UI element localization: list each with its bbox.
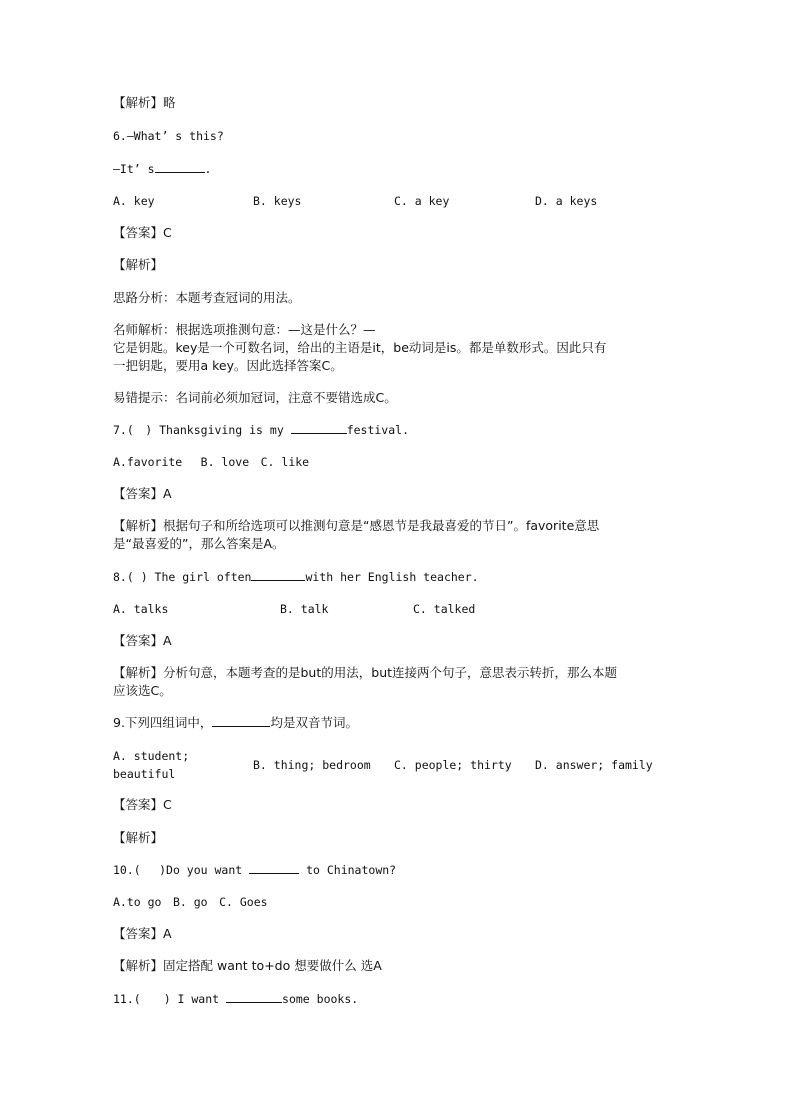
q8-analysis-1: 【解析】分析句意，本题考查的是but的用法，but连接两个句子，意思表示转折，那么本题 [113,665,618,680]
q6-analysis-teacher-2: 它是钥匙。key是一个可数名词，给出的主语是it，be动词是is。都是单数形式。因此只有 [113,340,607,355]
q10-blank [249,861,299,874]
q6-option-c: C. a key [394,194,450,208]
q8-analysis-2: 应该选C。 [113,683,172,698]
q10-analysis: 【解析】固定搭配 want to+do 想要做什么 选A [113,958,382,973]
q6-analysis-thought: 思路分析：本题考查冠词的用法。 [113,290,301,305]
q9-blank [212,714,270,727]
q9-analysis-heading: 【解析】 [113,830,164,845]
q10-options: A.to go B. go C. Goes [113,895,268,909]
q6-stem-line2 [113,160,683,178]
q6-answer: 【答案】C [113,225,172,240]
q9-answer: 【答案】C [113,797,172,812]
q11-stem [113,990,683,1008]
q9-option-a-1: A. student; [113,749,190,763]
q6-analysis-teacher-3: 一把钥匙，要用a key。因此选择答案C。 [113,358,343,373]
q10-stem-text: 10.( )Do you want [113,863,243,877]
q6-stem-line2-text: —It’ s [113,162,155,176]
q7-stem [113,421,683,439]
q9-stem-end: 均是双音节词。 [270,715,358,730]
q6-stem: 6.—What’ s this? [113,129,224,143]
q9-options [113,747,683,783]
q9-stem-text: 9.下列四组词中， [113,715,213,730]
q8-stem-text: 8.( ) The girl often [113,570,252,584]
q9-option-c: C. people; thirty [394,758,512,772]
q10-stem [113,861,683,879]
q7-analysis-2: 是“最喜爱的”，那么答案是A。 [113,536,285,551]
q8-stem [113,568,683,586]
q5-analysis: 【解析】略 [113,95,176,110]
q11-stem-text: 11.( ) I want [113,992,220,1006]
q11-stem-end: some books. [282,992,359,1006]
q6-option-a: A. key [113,194,155,208]
q7-blank [291,421,347,434]
q6-option-b: B. keys [253,194,302,208]
q7-options: A.favorite B. love C. like [113,455,310,469]
q10-answer: 【答案】A [113,926,172,941]
q7-analysis-1: 【解析】根据句子和所给选项可以推测句意是“感恩节是我最喜爱的节日”。favorite意思 [113,518,600,533]
q6-analysis-tip: 易错提示：名词前必须加冠词，注意不要错选成C。 [113,390,397,405]
q11-blank [226,990,282,1003]
q7-answer: 【答案】A [113,486,172,501]
q8-stem-end: with her English teacher. [305,570,479,584]
q9-option-a-2: beautiful [113,767,176,781]
q6-option-d: D. a keys [535,194,598,208]
q10-stem-end: to Chinatown? [306,863,397,877]
q6-stem-line2-end: . [204,162,212,176]
q8-option-b: B. talk [280,602,329,616]
q7-stem-end: festival. [346,423,409,437]
q8-blank [251,568,305,581]
q8-answer: 【答案】A [113,633,172,648]
q8-option-a: A. talks [113,602,169,616]
q7-stem-text: 7.( ) Thanksgiving is my [113,423,284,437]
q9-option-b: B. thing; bedroom [253,758,371,772]
q6-blank [155,160,205,173]
q6-analysis-teacher-1: 名师解析：根据选项推测句意：—这是什么？— [113,322,376,337]
q9-option-d: D. answer; family [535,758,653,772]
q8-option-c: C. talked [413,602,476,616]
q9-stem [113,714,683,732]
q6-analysis-heading: 【解析】 [113,257,164,272]
